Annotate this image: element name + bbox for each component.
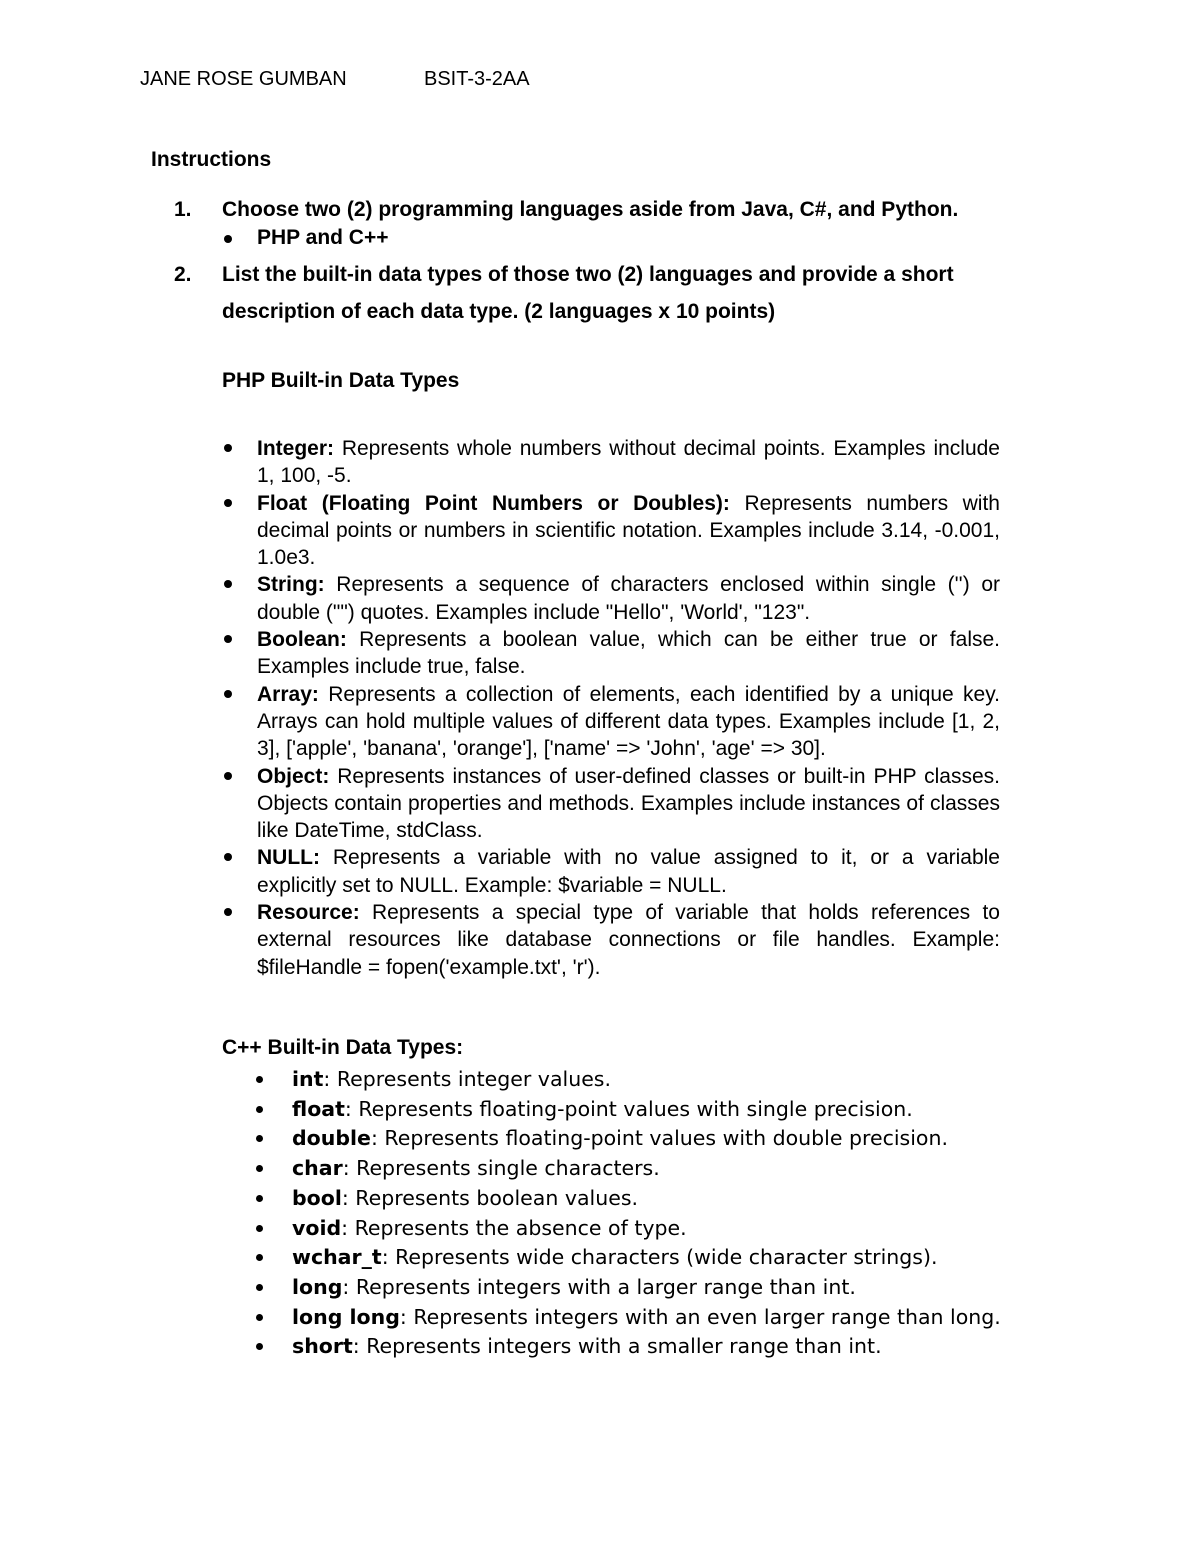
document-header (140, 68, 530, 91)
cpp-term: wchar_t (292, 1245, 382, 1270)
cpp-desc: : Represents wide characters (wide character strings). (381, 1245, 938, 1270)
cpp-term: int (292, 1067, 324, 1091)
cpp-term: double (292, 1126, 371, 1151)
cpp-desc: : Represents integer values. (323, 1067, 612, 1091)
cpp-term: void (292, 1215, 342, 1240)
php-types-list (222, 435, 1000, 981)
list-item (255, 1065, 1055, 1095)
php-desc: Represents instances of user-defined classes or built-in PHP classes. Objects contain properties and methods. Examples include instances of classes like DateTime, stdClass. (257, 764, 1000, 843)
bullet-icon (256, 1254, 263, 1261)
cpp-term: long long (292, 1304, 400, 1329)
php-term: Array: (257, 682, 319, 706)
list-item (255, 1184, 1055, 1214)
student-section: BSIT-3-2AA (424, 68, 530, 90)
instructions-title: Instructions (151, 148, 272, 171)
php-term: String: (257, 573, 325, 597)
instruction-sub-answer (222, 226, 389, 250)
cpp-desc: : Represents floating-point values with single precision. (344, 1096, 913, 1121)
list-item (255, 1154, 1055, 1184)
bullet-icon (256, 1195, 263, 1202)
list-item (255, 1332, 1055, 1362)
list-item (222, 490, 1000, 572)
bullet-icon (224, 853, 232, 861)
php-desc: Represents a collection of elements, each identified by a unique key. Arrays can hold multiple values of different data types. Examples include [1, 2, 3], ['apple', 'banana', 'orange'], ['name' => 'John', 'age' => 30]. (257, 682, 1000, 761)
php-desc: Represents whole numbers without decimal points. Examples include 1, 100, -5. (257, 437, 1000, 488)
cpp-term: bool (292, 1185, 342, 1210)
list-item (255, 1095, 1055, 1125)
bullet-icon (256, 1314, 263, 1321)
bullet-icon (224, 908, 232, 916)
php-term: Resource: (257, 901, 360, 925)
php-desc: Represents a sequence of characters enclosed within single ('') or double ("") quotes. Examples include "Hello", 'World', "123". (257, 573, 1000, 624)
list-item (222, 899, 1000, 981)
student-name: JANE ROSE GUMBAN (140, 68, 347, 90)
bullet-icon (224, 635, 232, 643)
bullet-icon (224, 690, 232, 698)
list-item (255, 1214, 1055, 1244)
instruction-number-1: 1. (174, 198, 192, 221)
php-term: Integer: (257, 437, 335, 460)
php-desc: Represents numbers with decimal points or numbers in scientific notation. Examples include 3.14, -0.001, 1.0e3. (257, 491, 1000, 570)
bullet-icon (224, 444, 232, 452)
php-term: Object: (257, 764, 330, 788)
cpp-desc: : Represents integers with a smaller range than int. (352, 1334, 882, 1359)
list-item (255, 1243, 1055, 1273)
cpp-desc: : Represents integers with an even larger range than long. (399, 1304, 1001, 1329)
cpp-desc: : Represents integers with a larger range than int. (342, 1274, 856, 1299)
bullet-icon (256, 1076, 263, 1083)
cpp-term: float (292, 1096, 345, 1121)
cpp-term: long (292, 1274, 343, 1299)
bullet-icon (256, 1135, 263, 1142)
php-desc: Represents a special type of variable that holds references to external resources like database connections or file handles. Example: $fileHandle = fopen('example.txt', 'r'). (257, 901, 1000, 979)
list-item (222, 571, 1000, 626)
list-item (222, 681, 1000, 763)
bullet-icon (256, 1284, 263, 1291)
list-item (255, 1303, 1055, 1333)
list-item (222, 763, 1000, 845)
list-item (255, 1124, 1055, 1154)
instruction-number-2: 2. (174, 263, 192, 286)
cpp-section-title: C++ Built-in Data Types: (222, 1036, 464, 1059)
cpp-desc: : Represents boolean values. (341, 1185, 639, 1210)
bullet-icon (224, 772, 232, 780)
cpp-types-list (255, 1065, 1055, 1362)
bullet-icon (256, 1343, 263, 1350)
bullet-icon (224, 499, 232, 507)
bullet-icon (256, 1165, 263, 1172)
list-item (255, 1273, 1055, 1303)
cpp-term: char (292, 1156, 343, 1181)
answer-languages: PHP and C++ (257, 226, 389, 249)
bullet-icon (224, 235, 232, 243)
instruction-text-2: List the built-in data types of those two (2) languages and provide a short description of each data type. (2 languages x 10 points) (222, 263, 954, 323)
cpp-term: short (292, 1334, 353, 1359)
php-desc: Represents a variable with no value assigned to it, or a variable explicitly set to NULL. Example: $variable = NULL. (257, 846, 1000, 897)
bullet-icon (224, 580, 232, 588)
php-desc: Represents a boolean value, which can be either true or false. Examples include true, false. (257, 628, 1000, 679)
php-term: Float (Floating Point Numbers or Doubles): (257, 491, 730, 515)
cpp-desc: : Represents single characters. (342, 1156, 660, 1181)
list-item (222, 435, 1000, 490)
php-term: Boolean: (257, 628, 347, 652)
instruction-text-1: Choose two (2) programming languages aside from Java, C#, and Python. (222, 198, 959, 221)
bullet-icon (256, 1106, 263, 1113)
bullet-icon (256, 1225, 263, 1232)
list-item (222, 844, 1000, 899)
list-item (222, 626, 1000, 681)
cpp-desc: : Represents the absence of type. (341, 1215, 687, 1240)
php-section-title: PHP Built-in Data Types (222, 369, 460, 392)
cpp-desc: : Represents floating-point values with double precision. (370, 1126, 948, 1151)
php-term: NULL: (257, 846, 320, 870)
